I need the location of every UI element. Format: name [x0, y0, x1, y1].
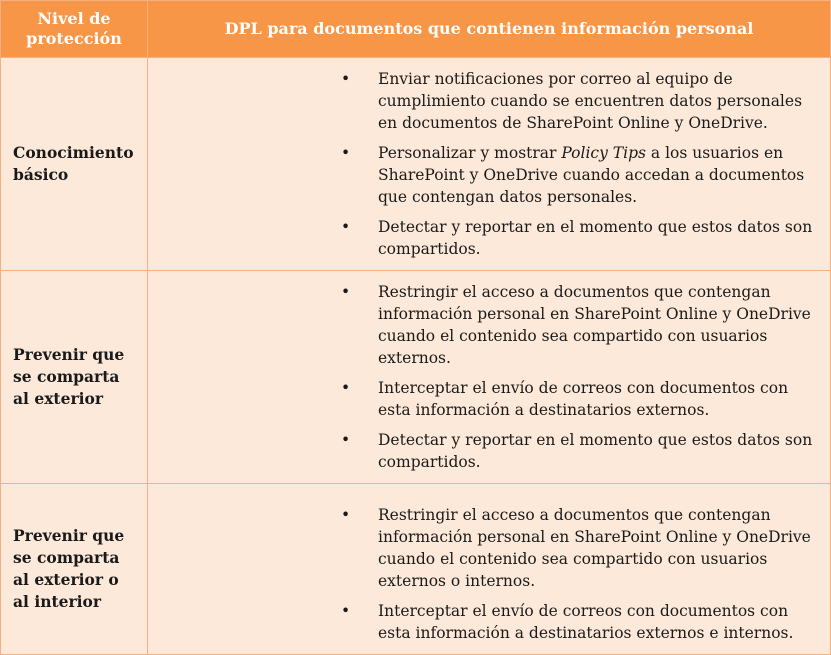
policy-tips-term: Policy Tips [561, 144, 646, 162]
list-item: • Detectar y reportar en el momento que estos datos son compartidos. [341, 218, 813, 258]
description-cell [148, 271, 831, 484]
description-cell [148, 484, 831, 655]
header-dlp: DPL para documentos que contienen información personal [148, 1, 831, 58]
list-item: • Enviar notificaciones por correo al equipo de cumplimiento cuando se encuentren datos personales en documentos de SharePoint Online y OneDrive. [341, 70, 803, 132]
bullet-icon: • [341, 431, 351, 449]
list-item: • Interceptar el envío de correos con documentos con esta información a destinatarios externos e internos. [341, 602, 794, 642]
bullet-icon: • [341, 70, 351, 88]
bullet-icon: • [341, 144, 351, 162]
level-cell: Conocimiento básico [1, 58, 148, 271]
bullet-list [148, 68, 822, 260]
bullet-icon: • [341, 218, 351, 236]
bullet-icon: • [341, 283, 351, 301]
bullet-icon: • [341, 602, 351, 620]
table-row [1, 271, 831, 484]
header-row [1, 1, 831, 58]
list-item: • Restringir el acceso a documentos que contengan información personal en SharePoint Online y OneDrive cuando el contenido sea compartido con usuarios externos o internos. [341, 506, 811, 590]
bullet-list [148, 504, 822, 644]
list-item: • Detectar y reportar en el momento que estos datos son compartidos. [341, 431, 813, 471]
level-cell: Prevenir que se comparta al exterior [1, 271, 148, 484]
level-cell: Prevenir que se comparta al exterior o al interior [1, 484, 148, 655]
table-row [1, 484, 831, 655]
bullet-icon: • [341, 506, 351, 524]
description-cell [148, 58, 831, 271]
table-row [1, 58, 831, 271]
header-level: Nivel de protección [1, 1, 148, 58]
bullet-icon: • [341, 379, 351, 397]
list-item: • Personalizar y mostrar Policy Tips a los usuarios en SharePoint y OneDrive cuando accedan a documentos que contengan datos personales. [341, 144, 805, 206]
bullet-list [148, 281, 822, 473]
list-item: • Restringir el acceso a documentos que contengan información personal en SharePoint Online y OneDrive cuando el contenido sea compartido con usuarios externos. [341, 283, 811, 367]
list-item: • Interceptar el envío de correos con documentos con esta información a destinatarios externos. [341, 379, 789, 419]
